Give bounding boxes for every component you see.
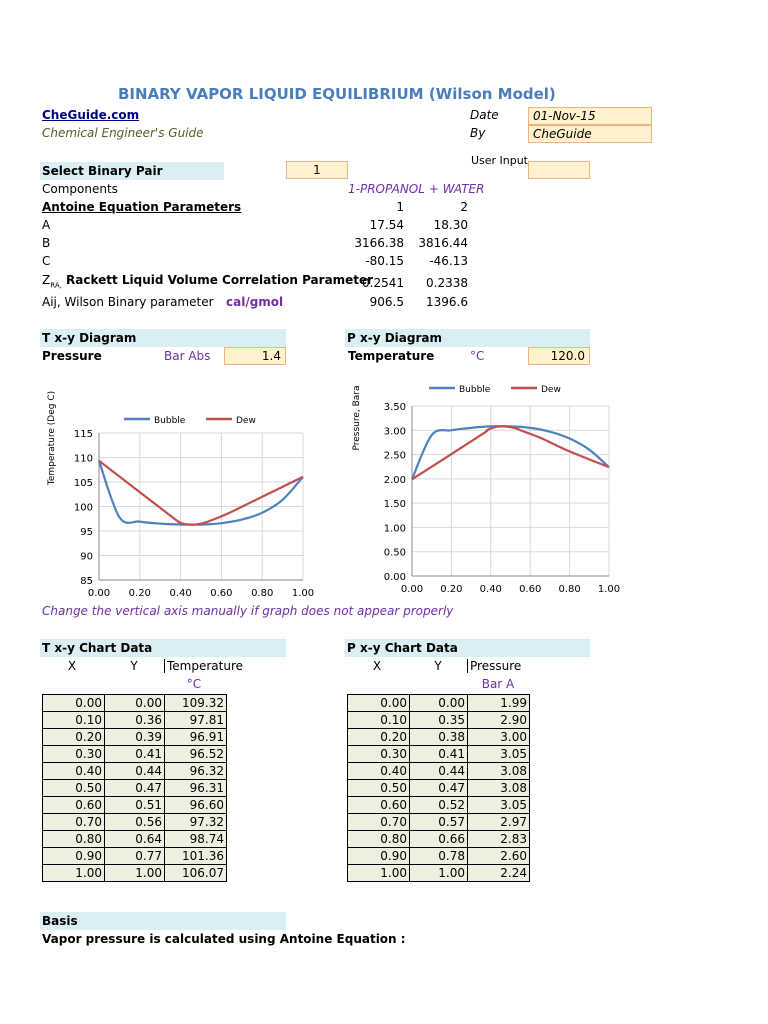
table-cell: 0.00 bbox=[105, 695, 165, 712]
basis-text: Vapor pressure is calculated using Antoine Equation : bbox=[42, 932, 406, 946]
antoine-row-v1: 3166.38 bbox=[354, 236, 404, 250]
y-tick-label: 3.50 bbox=[383, 402, 406, 413]
zra-sub: RA, bbox=[50, 281, 62, 290]
pxy-unit: Bar A bbox=[481, 677, 515, 691]
table-cell: 2.83 bbox=[468, 831, 530, 848]
table-row bbox=[348, 729, 530, 746]
table-cell: 0.41 bbox=[105, 746, 165, 763]
table-cell: 96.32 bbox=[165, 763, 227, 780]
table-cell: 1.00 bbox=[105, 865, 165, 882]
zra-prefix: Z bbox=[42, 273, 51, 287]
antoine-label: Antoine Equation Parameters bbox=[42, 200, 242, 214]
series-line-dew bbox=[99, 461, 303, 525]
table-cell: 0.47 bbox=[105, 780, 165, 797]
table-cell: 97.32 bbox=[165, 814, 227, 831]
table-cell: 2.60 bbox=[468, 848, 530, 865]
table-cell: 0.80 bbox=[43, 831, 105, 848]
x-tick-label: 0.00 bbox=[87, 588, 111, 599]
table-cell: 0.56 bbox=[105, 814, 165, 831]
pxy-chart bbox=[345, 366, 635, 602]
pxy-data-table bbox=[347, 694, 530, 882]
table-cell: 0.36 bbox=[105, 712, 165, 729]
y-tick-label: 0.00 bbox=[383, 572, 406, 583]
table-cell: 0.10 bbox=[348, 712, 410, 729]
table-cell: 0.57 bbox=[410, 814, 468, 831]
table-cell: 0.10 bbox=[43, 712, 105, 729]
x-tick-label: 0.20 bbox=[128, 588, 151, 599]
table-cell: 0.78 bbox=[410, 848, 468, 865]
y-tick-label: 105 bbox=[73, 478, 93, 489]
aij-label: Aij, Wilson Binary parameter bbox=[42, 295, 214, 309]
x-tick-label: 0.40 bbox=[479, 584, 502, 595]
select-pair-input[interactable]: 1 bbox=[286, 161, 348, 179]
series-line-dew bbox=[412, 426, 609, 479]
site-link[interactable]: CheGuide.com bbox=[42, 108, 140, 122]
table-row bbox=[348, 712, 530, 729]
table-cell: 96.31 bbox=[165, 780, 227, 797]
table-cell: 3.05 bbox=[468, 797, 530, 814]
table-row bbox=[348, 814, 530, 831]
table-cell: 106.07 bbox=[165, 865, 227, 882]
table-row bbox=[43, 763, 227, 780]
page-title: BINARY VAPOR LIQUID EQUILIBRIUM (Wilson Model) bbox=[118, 85, 556, 103]
table-row bbox=[348, 780, 530, 797]
zra-v2: 0.2338 bbox=[426, 276, 468, 290]
basis-header: Basis bbox=[40, 912, 286, 930]
antoine-row-label: B bbox=[42, 236, 51, 250]
components-value: 1-PROPANOL + WATER bbox=[348, 182, 485, 196]
txy-col-t: Temperature bbox=[164, 659, 243, 673]
pxy-temp-label: Temperature bbox=[348, 349, 435, 363]
table-cell: 0.44 bbox=[105, 763, 165, 780]
aij-unit: cal/gmol bbox=[226, 295, 284, 309]
aij-v1: 906.5 bbox=[369, 295, 404, 309]
table-cell: 0.20 bbox=[43, 729, 105, 746]
table-row bbox=[348, 746, 530, 763]
antoine-row-v1: 17.54 bbox=[369, 218, 404, 232]
table-cell: 2.97 bbox=[468, 814, 530, 831]
y-tick-label: 100 bbox=[73, 502, 93, 514]
txy-pressure-input[interactable]: 1.4 bbox=[224, 347, 286, 365]
zra-v1: 0.2541 bbox=[362, 276, 404, 290]
table-row bbox=[43, 848, 227, 865]
y-tick-label: 110 bbox=[73, 453, 93, 465]
table-cell: 0.40 bbox=[348, 763, 410, 780]
txy-col-x: X bbox=[67, 659, 77, 673]
table-row bbox=[348, 695, 530, 712]
table-cell: 0.70 bbox=[43, 814, 105, 831]
table-row bbox=[43, 831, 227, 848]
table-cell: 0.00 bbox=[348, 695, 410, 712]
table-cell: 2.90 bbox=[468, 712, 530, 729]
legend-label: Bubble bbox=[154, 416, 186, 426]
table-cell: 0.50 bbox=[43, 780, 105, 797]
table-cell: 0.52 bbox=[410, 797, 468, 814]
table-cell: 0.64 bbox=[105, 831, 165, 848]
user-input-label: User Input bbox=[470, 154, 528, 167]
table-row bbox=[348, 763, 530, 780]
y-tick-label: 2.50 bbox=[383, 450, 406, 462]
table-cell: 98.74 bbox=[165, 831, 227, 848]
table-cell: 1.00 bbox=[348, 865, 410, 882]
aij-v2: 1396.6 bbox=[426, 295, 468, 309]
antoine-row-v2: 3816.44 bbox=[418, 236, 468, 250]
table-row bbox=[43, 695, 227, 712]
pxy-header: P x-y Diagram bbox=[345, 329, 590, 347]
x-tick-label: 0.00 bbox=[400, 584, 424, 595]
table-row bbox=[348, 865, 530, 882]
x-tick-label: 0.60 bbox=[210, 588, 233, 599]
table-cell: 0.35 bbox=[410, 712, 468, 729]
txy-col-y: Y bbox=[130, 659, 138, 673]
table-row bbox=[43, 814, 227, 831]
x-tick-label: 0.80 bbox=[558, 584, 581, 595]
table-cell: 0.41 bbox=[410, 746, 468, 763]
y-axis-label: Pressure, Bara bbox=[352, 385, 362, 451]
x-tick-label: 0.60 bbox=[519, 584, 542, 595]
table-cell: 0.80 bbox=[348, 831, 410, 848]
y-tick-label: 1.50 bbox=[383, 499, 406, 511]
table-cell: 0.39 bbox=[105, 729, 165, 746]
table-cell: 101.36 bbox=[165, 848, 227, 865]
antoine-row-v2: -46.13 bbox=[429, 254, 468, 268]
antoine-col2: 2 bbox=[460, 200, 468, 214]
y-tick-label: 115 bbox=[73, 429, 93, 440]
antoine-row-label: C bbox=[42, 254, 51, 268]
y-tick-label: 90 bbox=[80, 551, 93, 563]
table-cell: 0.77 bbox=[105, 848, 165, 865]
table-cell: 0.30 bbox=[348, 746, 410, 763]
by-field[interactable]: CheGuide bbox=[528, 125, 652, 143]
table-cell: 3.05 bbox=[468, 746, 530, 763]
y-axis-label: Temperature (Deg C) bbox=[47, 390, 57, 486]
pxy-temp-input[interactable]: 120.0 bbox=[528, 347, 590, 365]
table-cell: 0.30 bbox=[43, 746, 105, 763]
antoine-row-label: A bbox=[42, 218, 51, 232]
zra-text: Rackett Liquid Volume Correlation Parameter bbox=[61, 273, 374, 287]
y-tick-label: 3.00 bbox=[383, 426, 406, 438]
table-cell: 0.60 bbox=[348, 797, 410, 814]
table-cell: 3.08 bbox=[468, 780, 530, 797]
table-cell: 96.52 bbox=[165, 746, 227, 763]
y-tick-label: 95 bbox=[80, 527, 93, 538]
table-cell: 0.40 bbox=[43, 763, 105, 780]
y-tick-label: 1.00 bbox=[383, 523, 406, 535]
txy-unit: °C bbox=[186, 677, 202, 691]
txy-data-table bbox=[42, 694, 227, 882]
series-line-bubble bbox=[412, 426, 609, 479]
pxy-temp-unit: °C bbox=[470, 349, 485, 363]
x-tick-label: 0.20 bbox=[440, 584, 463, 595]
table-cell: 0.38 bbox=[410, 729, 468, 746]
table-row bbox=[348, 848, 530, 865]
table-row bbox=[43, 865, 227, 882]
y-tick-label: 2.00 bbox=[383, 474, 406, 486]
components-label: Components bbox=[42, 182, 118, 196]
txy-header: T x-y Diagram bbox=[40, 329, 286, 347]
table-cell: 109.32 bbox=[165, 695, 227, 712]
table-row bbox=[43, 780, 227, 797]
table-cell: 0.70 bbox=[348, 814, 410, 831]
table-cell: 96.60 bbox=[165, 797, 227, 814]
txy-pressure-unit: Bar Abs bbox=[164, 349, 211, 363]
antoine-row-v2: 18.30 bbox=[433, 218, 468, 232]
table-row bbox=[43, 712, 227, 729]
table-cell: 2.24 bbox=[468, 865, 530, 882]
antoine-row-v1: -80.15 bbox=[365, 254, 404, 268]
date-label: Date bbox=[470, 108, 499, 122]
y-tick-label: 0.50 bbox=[383, 547, 406, 559]
table-cell: 1.00 bbox=[410, 865, 468, 882]
table-cell: 97.81 bbox=[165, 712, 227, 729]
axis-note: Change the vertical axis manually if graph does not appear properly bbox=[42, 604, 454, 618]
y-tick-label: 85 bbox=[80, 576, 93, 587]
x-tick-label: 1.00 bbox=[291, 588, 315, 599]
legend-label: Bubble bbox=[459, 385, 491, 395]
legend-label: Dew bbox=[541, 385, 561, 395]
table-cell: 0.66 bbox=[410, 831, 468, 848]
txy-table-header: T x-y Chart Data bbox=[40, 639, 286, 657]
table-cell: 96.91 bbox=[165, 729, 227, 746]
x-tick-label: 1.00 bbox=[597, 584, 621, 595]
table-cell: 0.00 bbox=[43, 695, 105, 712]
txy-pressure-label: Pressure bbox=[42, 349, 102, 363]
table-row bbox=[43, 729, 227, 746]
table-cell: 1.99 bbox=[468, 695, 530, 712]
table-cell: 0.90 bbox=[348, 848, 410, 865]
select-pair-label: Select Binary Pair bbox=[40, 162, 224, 180]
table-cell: 1.00 bbox=[43, 865, 105, 882]
table-row bbox=[348, 831, 530, 848]
legend-label: Dew bbox=[236, 416, 256, 426]
antoine-col1: 1 bbox=[396, 200, 404, 214]
table-cell: 0.51 bbox=[105, 797, 165, 814]
pxy-col-x: X bbox=[372, 659, 382, 673]
table-row bbox=[348, 797, 530, 814]
table-row bbox=[43, 797, 227, 814]
date-field[interactable]: 01-Nov-15 bbox=[528, 107, 652, 125]
zra-label bbox=[42, 273, 373, 289]
user-input-legend-cell bbox=[528, 161, 590, 179]
pxy-col-y: Y bbox=[434, 659, 442, 673]
table-cell: 3.00 bbox=[468, 729, 530, 746]
table-cell: 0.60 bbox=[43, 797, 105, 814]
txy-chart bbox=[40, 366, 320, 602]
table-cell: 0.20 bbox=[348, 729, 410, 746]
table-cell: 0.90 bbox=[43, 848, 105, 865]
table-row bbox=[43, 746, 227, 763]
x-tick-label: 0.80 bbox=[251, 588, 274, 599]
table-cell: 0.44 bbox=[410, 763, 468, 780]
table-cell: 3.08 bbox=[468, 763, 530, 780]
by-label: By bbox=[470, 126, 486, 140]
x-tick-label: 0.40 bbox=[169, 588, 192, 599]
table-cell: 0.47 bbox=[410, 780, 468, 797]
pxy-table-header: P x-y Chart Data bbox=[345, 639, 590, 657]
subtitle: Chemical Engineer's Guide bbox=[42, 126, 204, 140]
table-cell: 0.50 bbox=[348, 780, 410, 797]
pxy-col-p: Pressure bbox=[467, 659, 521, 673]
table-cell: 0.00 bbox=[410, 695, 468, 712]
